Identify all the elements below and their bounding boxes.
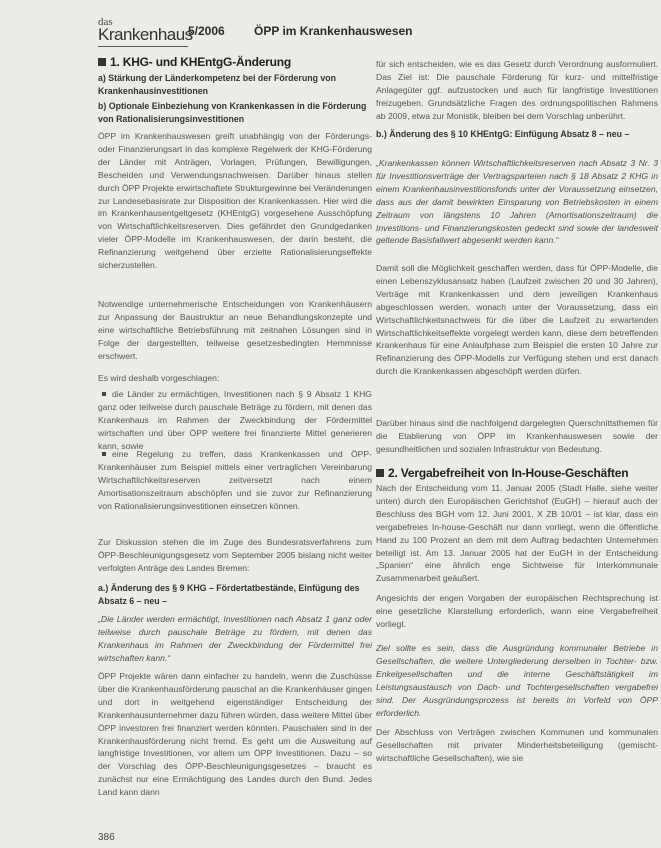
subheading-b: b) Optionale Einbeziehung von Krankenkassen in die Förderung von Rationalisierungsinvestitionen	[98, 101, 367, 124]
paragraph: Darüber hinaus sind die nachfolgend dargelegten Querschnittsthemen für die Etablierung von ÖPP im Krankenhauswesen sowie der gesundheitlichen und sozialen Infrastruktur von Bedeutung.	[376, 418, 658, 454]
section-marker-icon	[98, 58, 106, 66]
quote: „Krankenkassen können Wirtschaftlichkeitsreserven nach Absatz 3 Nr. 3 für Investitionsverträge der Vertragsparteien nach § 18 Absatz 2 KHG in einem Krankenhausinvestitionsfonds unter der Voraussetzung einsetzen, dass aus der damit bewirkten Einsparung von Betriebskosten in einem Zeitraum von längstens 10 Jahren (Amortisationszeitraum) die Investitions- und Finanzierungskosten gedeckt sind sowie der landesweit geltende Basisfallwert abgesenkt werden kann.“	[376, 158, 658, 246]
section-2-heading	[376, 466, 658, 480]
bullet-icon	[102, 392, 106, 396]
section-1-title: 1. KHG- und KHEntgG-Änderung	[110, 55, 292, 69]
issue-number: 5/2006	[188, 24, 225, 38]
running-title: ÖPP im Krankenhauswesen	[254, 24, 413, 38]
paragraph: Notwendige unternehmerische Entscheidungen von Krankenhäusern zur Anpassung der Baustruktur an neue Behandlungskonzepte und eine wirtschaftliche Betriebsführung mit zeitnahen Lösungen sind in Folge der dargestellten, teilweise gesetzesbedingten Hemmnisse erschwert.	[98, 299, 372, 361]
subheading-c: a.) Änderung des § 9 KHG – Fördertatbestände, Einfügung des Absatz 6 – neu –	[98, 583, 360, 606]
quote: „Die Länder werden ermächtigt, Investitionen nach Absatz 1 ganz oder teilweise durch pauschale Beträge zu fördern, mit denen das Krankenhaus im Rahmen der Zweckbindung der Fördermittel frei wirtschaften kann.“	[98, 614, 372, 663]
paragraph: Angesichts der engen Vorgaben der europäischen Rechtsprechung ist eine gesetzliche Klarstellung erforderlich, wann eine Vergabefreiheit vorliegt.	[376, 593, 658, 629]
journal-logo	[98, 16, 193, 50]
paragraph-italic: Ziel sollte es sein, dass die Ausgründung kommunaler Betriebe in Gesellschaften, die weitere Untergliederung derselben in Tochter- bzw. Enkelgesellschaften und die interne Geschäftstätigkeit im Leistungsaustausch von Dach- und Tochtergesellschaften vergabefrei sind. Der Ausgründungsprozess ist bereits im Vorfeld von ÖPP erforderlich.	[376, 643, 658, 718]
paragraph: Zur Diskussion stehen die im Zuge des Bundesratsverfahrens zum ÖPP-Beschleunigungsgesetz vom September 2005 bislang nicht weiter verfolgten Anträge des Landes Bremen:	[98, 537, 372, 573]
paragraph: Nach der Entscheidung vom 11. Januar 2005 (Stadt Halle, siehe weiter unten) durch den Europäischen Gerichtshof (EuGH) – hierauf auch der Beschluss des BGH vom 12. Juni 2001, X ZB 10/01 – ist klar, dass ein vergabefreies In-house-Geschäft nur dann vorliegt, wenn die öffentliche Hand zu 100 Prozent an dem mit dem Auftrag bedachten Unternehmen beteiligt ist. Am 13. Januar 2005 hat der EuGH in der Entscheidung „Spanien“ eine ähnlich enge Sichtweise für Interkommunale Zusammenarbeit geäußert.	[376, 483, 658, 584]
section-marker-icon	[376, 469, 384, 477]
paragraph: Damit soll die Möglichkeit geschaffen werden, dass für ÖPP-Modelle, die einen Lebenszyklusansatz haben (Laufzeit zwischen 20 und 30 Jahren), Verträge mit Krankenkassen und dem jeweiligen Krankenhaus abgeschlossen werden, wonach unter der Voraussetzung, dass ein Wirtschaftlichkeitsnachweis für die über die Laufzeit zu erwartenden Wirtschaftlichkeitseffekte vorgelegt werden kann, diese dem betreffenden Krankenhaus für eine Anlaufphase zum Beispiel die ersten 10 Jahre zur Refinanzierung des ÖPP-Modells zur Verfügung stehen und erst danach durch die Krankenkassen abgeschöpft werden dürfen.	[376, 263, 658, 377]
bullet-icon	[102, 452, 106, 456]
paragraph: ÖPP Projekte wären dann einfacher zu handeln, wenn die Zuschüsse über die Krankenhausförderung pauschal an die Krankenhäuser gingen und dort in weitgehend eigenständiger Entscheidung der Krankenhausunternehmer dazu führen würden, dass weitere Mittel über ÖPP investoren frei finanziert werden könnten. Pauschalen sind in der Krankenhausförderung nicht fremd. Es geht um die Ausweitung auf langfristige Investitionen, vor allem um ÖPP Investitionen. Dazu – so der Vorschlag des ÖPP-Beschleunigungsgesetzes – braucht es zunächst nur eine Ermächtigung des Landes durch den Bund. Jedes Land kann dann	[98, 671, 372, 798]
paragraph: Der Abschluss von Verträgen zwischen Kommunen und kommunalen Gesellschaften mit privater Minderheitsbeteiligung (gemischt-wirtschaftliche Gesellschaften), wie sie	[376, 727, 658, 763]
paragraph: Es wird deshalb vorgeschlagen:	[98, 373, 220, 383]
bullet-item: eine Regelung zu treffen, dass Krankenkassen und ÖPP-Krankenhäuser zum Beispiel mittels einer vertraglichen Vereinbarung Wirtschaftlichkeitsreserven zeitversetzt nach einem Amortisationszeitraum abschöpfen und sie zuvor zur Refinanzierung von Rationalisierungsinvestitionen einsetzen können.	[98, 449, 372, 511]
subheading-b-right: b.) Änderung des § 10 KHEntgG: Einfügung Absatz 8 – neu –	[376, 129, 630, 139]
paragraph: für sich entscheiden, wie es das Gesetz durch Verordnung ausformuliert. Das Ziel ist: Die pauschale Förderung für kurz- und mittelfristige Anlagegüter ggf. aufzustocken und auch für langfristige Investitionen freizugeben. Grundsätzliche Fragen des ordnungspolitischen Rahmens ab 2009, etwa zur Monistik, bleiben bei dem Vorschlag unberührt.	[376, 59, 658, 121]
bullet-item: die Länder zu ermächtigen, Investitionen nach § 9 Absatz 1 KHG ganz oder teilweise durch pauschale Beträge zu fördern, mit denen das Krankenhaus im Rahmen der Zweckbindung der Fördermittel wirtschaften und über ÖPP weitere frei finanzierte Mittel generieren kann, sowie	[98, 389, 372, 451]
subheading-a: a) Stärkung der Länderkompetenz bei der Förderung von Krankenhausinvestitionen	[98, 73, 337, 96]
logo-krankenhaus: Krankenhaus	[98, 25, 193, 44]
logo-rule	[98, 46, 188, 47]
section-2-title: 2. Vergabefreiheit von In-House-Geschäften	[388, 466, 629, 480]
section-1-heading	[98, 55, 372, 69]
page-number: 386	[98, 832, 115, 843]
logo-das: das	[98, 16, 113, 28]
paragraph: ÖPP im Krankenhauswesen greift unabhängig von der Förderungs- oder Finanzierungsart in das komplexe Regelwerk der KHG-Förderung der Länder mit Anträgen, Vorlagen, Prüfungen, Bewilligungen, Bescheiden und Verwendungsnachweisen. Darüber hinaus stellen durch ÖPP Projekte erwirtschaftete Strukturgewinne bei Veränderungen zur Landesebasisrate zur Disposition der Krankenkassen. Hier wird die im Krankenhausentgeltgesetz (KHEntgG) vorgesehene Ausschöpfung von Wirtschaftlichkeitsreserven. Dies gefährdet den Grundgedanken vieler ÖPP-Modelle im Krankenhauswesen, der darin besteht, die Refinanzierung weitgehend über erzielte Rationalisierungseffekte sicherzustellen.	[98, 131, 372, 271]
